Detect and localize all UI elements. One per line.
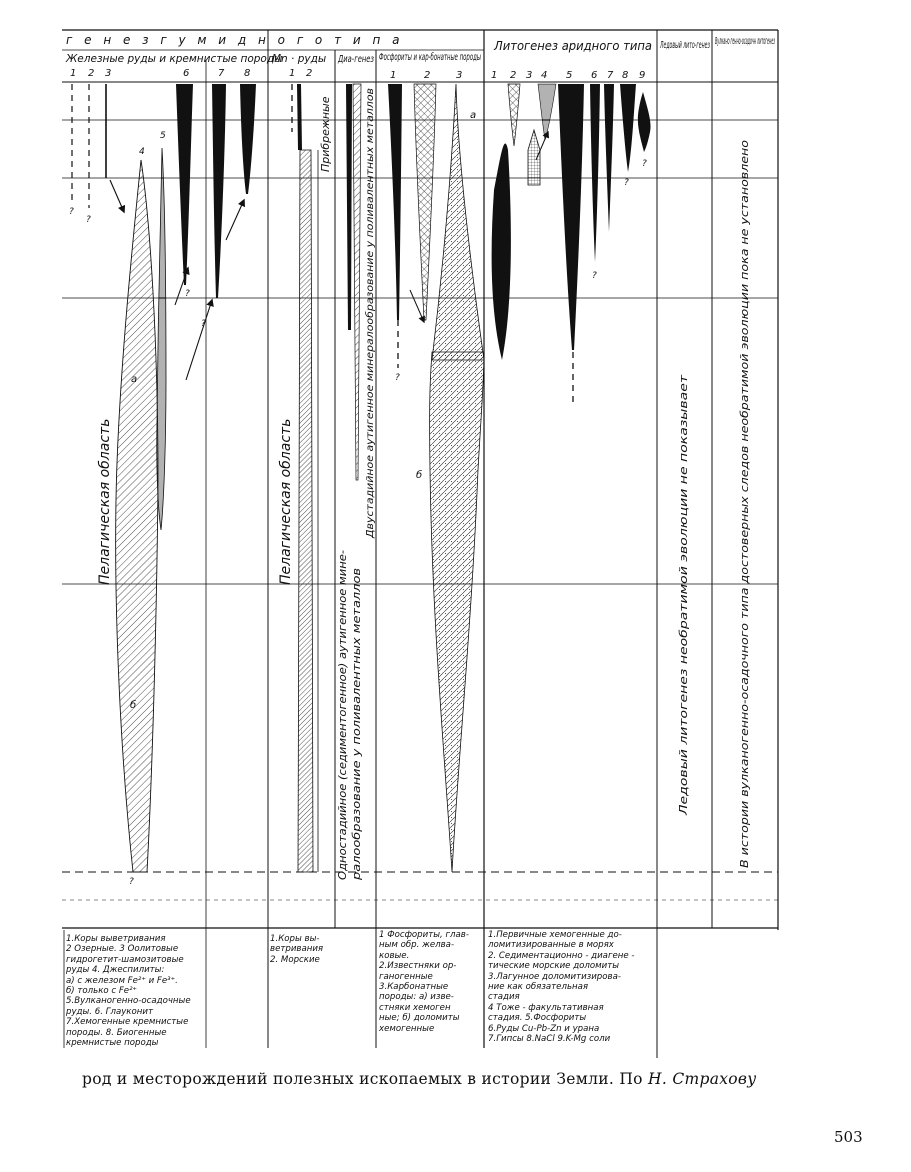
svg-text:2: 2	[88, 68, 95, 79]
label-b-phosph: б	[416, 470, 423, 481]
legend-item: 1.Коры вы-	[270, 934, 320, 944]
legend-item: 2. Седиментационно - диагене -	[488, 950, 635, 961]
legend-item: кремнистые породы	[66, 1038, 159, 1049]
svg-text:1: 1	[491, 70, 498, 81]
phosph-title: Фосфориты и кар-бонатные породы	[379, 52, 482, 63]
legend-item: гидрогетит-шамозитовые	[66, 954, 184, 965]
legend-item: хемогенные	[379, 1023, 435, 1034]
legend-item: б) только с Fe²⁺	[66, 986, 138, 997]
svg-text:?: ?	[69, 207, 74, 217]
svg-text:9: 9	[639, 70, 646, 81]
legend-item: ковые.	[379, 950, 410, 961]
volcanic-title: Вулкано генно-осадочн литогенез	[715, 36, 775, 47]
svg-text:7: 7	[607, 70, 614, 81]
arid-title: Литогенез аридного типа	[493, 39, 652, 53]
legend-item: 2. Морские	[270, 954, 320, 965]
svg-text:?: ?	[201, 319, 206, 329]
svg-text:3: 3	[526, 70, 533, 81]
figure-caption	[82, 1070, 822, 1088]
legend-item: стняки хемоген	[379, 1002, 451, 1013]
svg-text:5: 5	[566, 70, 573, 81]
caption-author: Н. Страхову	[648, 1070, 757, 1088]
svg-text:8: 8	[244, 68, 251, 79]
label-5: 5	[160, 131, 166, 141]
legend-item: ганогенные	[379, 971, 433, 982]
legend-item: 7.Гипсы 8.NaCl 9.K-Mg соли	[488, 1034, 611, 1045]
legend-item: породы. 8. Биогенные	[66, 1027, 167, 1038]
svg-text:?: ?	[592, 271, 597, 281]
svg-text:?: ?	[185, 289, 190, 299]
legend-item: тические морские доломиты	[488, 961, 620, 972]
diag-text-c: Двустадийное аутигенное минералообразование у поливалентных металлов	[365, 126, 376, 538]
legend-item: 4 Тоже - факультативная	[488, 1002, 604, 1013]
legend-item: 5.Вулканогенно-осадочные	[66, 996, 191, 1007]
coastal-label: Прибрежные	[319, 96, 332, 172]
svg-text:3: 3	[105, 68, 112, 79]
legend-item: 2 Озерные. 3 Оолитовые	[66, 944, 179, 955]
mn-col-2: 2	[306, 68, 313, 79]
label-a-iron: а	[131, 374, 138, 385]
glacial-title: Ледовый лито-генез	[659, 40, 710, 51]
legend-arid	[488, 930, 656, 1044]
legend-item: 1.Первичные хемогенные до-	[488, 930, 622, 940]
svg-text:2: 2	[510, 70, 517, 81]
legend-phosph	[379, 930, 483, 1034]
volcanic-text: В истории вулканогенно-осадочного типа достоверных следов необратимой эволюции пока не установлено	[739, 261, 751, 868]
svg-text:1: 1	[70, 68, 77, 79]
svg-text:?: ?	[395, 373, 400, 383]
svg-text:?: ?	[129, 877, 134, 887]
legend-item: 1 Фосфориты, глав-	[379, 930, 469, 940]
pelagic-label-1: Пелагическая область	[97, 418, 113, 585]
diag-text-b: ралообразование у поливалентных металлов	[351, 626, 363, 880]
legend-item: стадия	[488, 992, 520, 1003]
svg-text:?: ?	[86, 215, 91, 225]
diag-text-a: Одностадийное (седиментогенное) аутигенное мине-	[337, 579, 349, 880]
phosph-col-2: 2	[424, 70, 431, 81]
legend-item: 3.Карбонатные	[379, 982, 449, 993]
svg-text:6: 6	[183, 68, 190, 79]
label-b-iron: б	[130, 700, 137, 711]
caption-text: род и месторождений полезных ископаемых в истории Земли. По	[82, 1070, 649, 1088]
glacial-text: Ледовый литогенез необратимой эволюции не показывает	[678, 485, 690, 815]
iron-title: Железные руды и кремнистые породы	[66, 53, 283, 65]
legend-item: ным обр. желва-	[379, 940, 455, 951]
svg-text:?: ?	[624, 178, 629, 188]
legend-item: ветривания	[270, 944, 324, 955]
iron-col-numbers	[70, 68, 250, 79]
svg-text:4: 4	[541, 70, 548, 81]
legend-item: руды. 6. Глауконит	[66, 1006, 153, 1017]
legend-item: 1.Коры выветривания	[66, 934, 166, 944]
legend-item: 7.Хемогенные кремнистые	[66, 1017, 189, 1028]
mn-ore-marks	[278, 84, 332, 872]
pelagic-label-2: Пелагическая область	[278, 418, 294, 585]
legend-item: ломитизированные в морях	[488, 940, 614, 951]
svg-text:7: 7	[218, 68, 225, 79]
legend-mn	[270, 934, 334, 965]
arid-marks	[492, 84, 651, 402]
legend-item: 3.Лагунное доломитизирова-	[488, 971, 621, 982]
legend-iron	[66, 934, 204, 1048]
svg-text:?: ?	[642, 159, 647, 169]
svg-text:6: 6	[591, 70, 598, 81]
diagenesis-title: Диа-генез	[337, 54, 374, 65]
svg-text:8: 8	[622, 70, 629, 81]
legend-item: руды 4. Джеспилиты:	[66, 965, 165, 976]
legend-item: стадия. 5.Фосфориты	[488, 1013, 587, 1024]
label-a-phosph: а	[470, 110, 477, 121]
legend-item: ные; б) доломиты	[379, 1013, 460, 1024]
page-number: 503	[834, 1128, 863, 1146]
mn-col-1: 1	[289, 68, 296, 79]
legend-item: 6.Руды Cu-Pb-Zn и урана	[488, 1023, 600, 1034]
phosph-col-3: 3	[456, 70, 463, 81]
diagenesis-marks	[337, 84, 376, 881]
legend-item: 2.Известняки ор-	[379, 961, 457, 972]
iron-ore-marks	[69, 84, 256, 887]
label-4: 4	[139, 147, 145, 157]
legend-item: ние как обязательная	[488, 982, 589, 993]
phosphorite-marks	[388, 84, 484, 872]
legend-item: а) с железом Fe²⁺ и Fe³⁺.	[66, 975, 178, 986]
humid-type-heading: г е н е з г у м и д н о г о т и п а	[66, 33, 404, 47]
arid-col-numbers	[491, 70, 645, 81]
legend-item: породы: а) изве-	[379, 992, 454, 1003]
phosph-col-1: 1	[390, 70, 397, 81]
mn-title: Mn · руды	[272, 53, 327, 65]
